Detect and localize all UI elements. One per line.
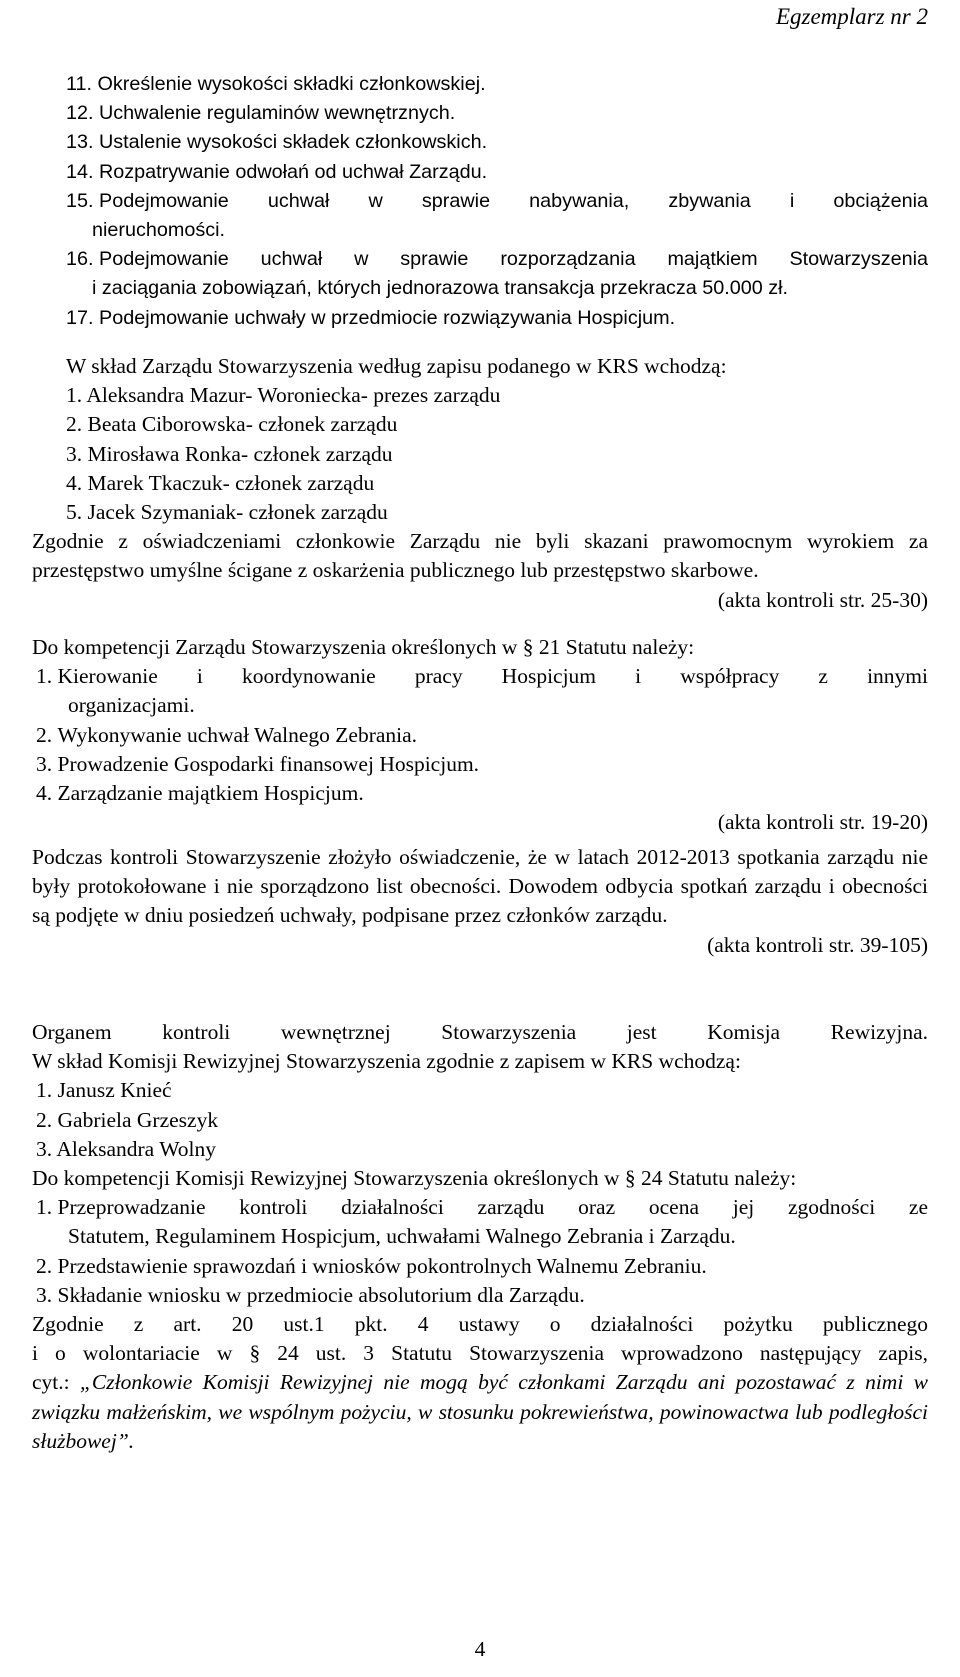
list-item: 3. Składanie wniosku w przedmiocie absolutorium dla Zarządu. [36,1282,585,1307]
list-item: 4. Zarządzanie majątkiem Hospicjum. [36,781,364,806]
list-item: 12. Uchwalenie regulaminów wewnętrznych. [66,102,456,125]
list-item-continuation: Statutem, Regulaminem Hospicjum, uchwałami Walnego Zebrania i Zarządu. [68,1224,736,1249]
list-item: 2. Wykonywanie uchwał Walnego Zebrania. [36,722,418,747]
list-item: 3. Prowadzenie Gospodarki finansowej Hospicjum. [36,751,480,776]
page-number: 4 [474,1637,486,1661]
audit-committee-section [32,1018,928,1456]
list-item: 1. Kierowanie i koordynowanie pracy Hospicjum i współpracy z innymi [36,664,928,689]
audit-members-intro: W skład Komisji Rewizyjnej Stowarzyszenia zgodnie z zapisem w KRS wchodzą: [32,1049,741,1074]
meetings-text: Podczas kontroli Stowarzyszenie złożyło oświadczenie, że w latach 2012-2013 spotkania zarządu nie były protokołowane i nie sporządzono list obecności. Dowodem odbycia spotkań zarządu i obecności są podjęte w dniu posiedzeń uchwały, podpisane przez członków zarządu. [32,845,928,928]
audit-member: 1. Janusz Knieć [36,1078,172,1103]
file-reference: (akta kontroli str. 25-30) [717,587,928,612]
law-reference-line: Zgodnie z art. 20 ust.1 pkt. 4 ustawy o działalności pożytku publicznego [32,1312,928,1337]
list-item: 11. Określenie wysokości składki członkowskiej. [66,73,486,95]
list-item: 17. Podejmowanie uchwały w przedmiocie rozwiązywania Hospicjum. [66,306,676,329]
board-competence-intro: Do kompetencji Zarządu Stowarzyszenia określonych w § 21 Statutu należy: [32,635,695,659]
file-reference: (akta kontroli str. 19-20) [717,810,928,835]
board-member: 4. Marek Tkaczuk- członek zarządu [66,470,375,495]
list-item: 14. Rozpatrywanie odwołań od uchwał Zarządu. [66,160,488,183]
law-reference-line: i o wolontariacie w § 24 ust. 3 Statutu Stowarzyszenia wprowadzono następujący zapis, [32,1341,928,1366]
board-intro: W skład Zarządu Stowarzyszenia według zapisu podanego w KRS wchodzą: [66,354,727,378]
audit-member: 3. Aleksandra Wolny [36,1136,216,1161]
list-item: 13. Ustalenie wysokości składek członkowskich. [66,131,488,154]
quote-prefix: cyt.: [32,1370,80,1395]
board-member: 1. Aleksandra Mazur- Woroniecka- prezes zarządu [66,383,501,408]
list-item: 1. Przeprowadzanie kontroli działalności zarządu oraz ocena jej zgodności ze [36,1195,928,1220]
board-section [32,352,928,615]
board-competence-section [32,633,928,837]
list-item: 16. Podejmowanie uchwał w sprawie rozporządzania majątkiem Stowarzyszenia [66,248,928,271]
list-item: 15. Podejmowanie uchwał w sprawie nabywania, zbywania i obciążenia [66,189,928,212]
list-item: 2. Przedstawienie sprawozdań i wniosków pokontrolnych Walnemu Zebraniu. [36,1253,707,1278]
file-reference: (akta kontroli str. 39-105) [707,932,928,957]
list-item-continuation: organizacjami. [68,693,195,718]
audit-member: 2. Gabriela Grzeszyk [36,1107,219,1132]
list-item-continuation: i zaciągania zobowiązań, których jednorazowa transakcja przekracza 50.000 zł. [92,277,789,300]
copy-number-header: Egzemplarz nr 2 [775,4,928,29]
board-member: 5. Jacek Szymaniak- członek zarządu [66,500,388,525]
quote-text: „Członkowie Komisji Rewizyjnej nie mogą być członkami Zarządu ani pozostawać z nimi w związku małżeńskim, we wspólnym pożyciu, w stosunku pokrewieństwa, powinowactwa lub podległości służbowej”. [32,1370,928,1453]
meetings-section [32,843,928,960]
quoted-provision [32,1368,928,1456]
audit-competence-intro: Do kompetencji Komisji Rewizyjnej Stowarzyszenia określonych w § 24 Statutu należy: [32,1166,797,1191]
general-assembly-list [32,70,928,333]
list-item-continuation: nieruchomości. [92,219,226,242]
audit-intro: Organem kontroli wewnętrznej Stowarzyszenia jest Komisja Rewizyjna. [32,1020,928,1044]
board-statement: Zgodnie z oświadczeniami członkowie Zarządu nie byli skazani prawomocnym wyrokiem za przestępstwo umyślne ścigane z oskarżenia publicznego lub przestępstwo skarbowe. [32,529,928,583]
board-member: 2. Beata Ciborowska- członek zarządu [66,412,398,437]
board-member: 3. Mirosława Ronka- członek zarządu [66,441,393,466]
